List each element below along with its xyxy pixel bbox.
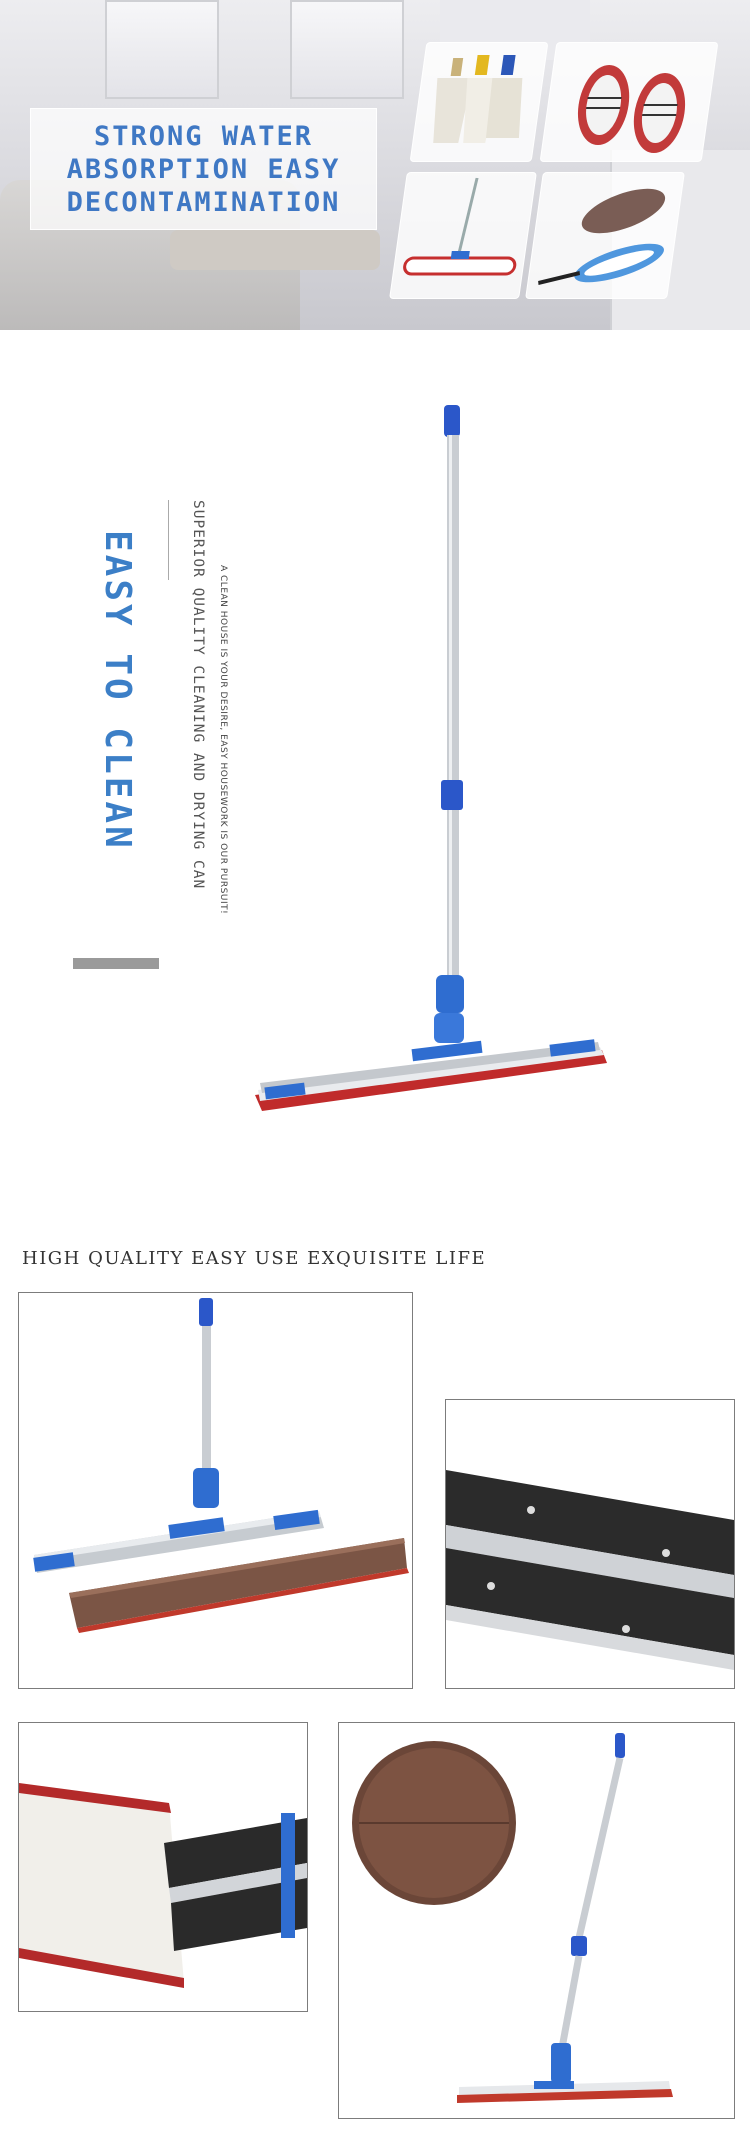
mop-with-pad-image	[19, 1293, 412, 1688]
table-decor	[170, 230, 380, 270]
slippers-tile	[540, 42, 719, 162]
handle-joint	[441, 780, 463, 810]
hero-banner	[0, 0, 750, 330]
mop-icon	[390, 173, 536, 298]
feature-slogan: A CLEAN HOUSE IS YOUR DESIRE, EASY HOUSEWORK IS OUR PURSUIT!	[218, 565, 228, 915]
gallery-frame-pad-closeup	[445, 1399, 735, 1689]
dusters-tile	[525, 172, 685, 299]
divider-line	[168, 500, 169, 580]
feature-title: EASY TO CLEAN	[97, 530, 138, 851]
gallery-frame-mop-with-pad	[18, 1292, 413, 1689]
hero-title-box	[30, 108, 377, 230]
mop-product-image	[250, 395, 620, 1125]
window-decor	[290, 0, 404, 99]
frame-closeup-image	[19, 1723, 307, 2011]
flat-mop-tile	[389, 172, 537, 299]
gallery-frame-full-mop	[338, 1722, 735, 2119]
slipper-icon	[541, 43, 718, 161]
accent-bar	[73, 958, 159, 969]
gallery-tagline: HIGH QUALITY EASY USE EXQUISITE LIFE	[22, 1248, 487, 1269]
duster-icon	[526, 173, 684, 298]
gallery-frame-frame-closeup	[18, 1722, 308, 2012]
pad-closeup-image	[446, 1400, 734, 1688]
mop-heads-tile	[410, 42, 549, 162]
mop-icon	[411, 43, 548, 161]
feature-subtitle: SUPERIOR QUALITY CLEANING AND DRYING CAN	[190, 500, 206, 890]
full-mop-image	[339, 1723, 734, 2118]
hero-title: STRONG WATER ABSORPTION EASY DECONTAMINATION	[66, 120, 341, 218]
handle-grip	[444, 405, 460, 437]
window-decor	[105, 0, 219, 99]
